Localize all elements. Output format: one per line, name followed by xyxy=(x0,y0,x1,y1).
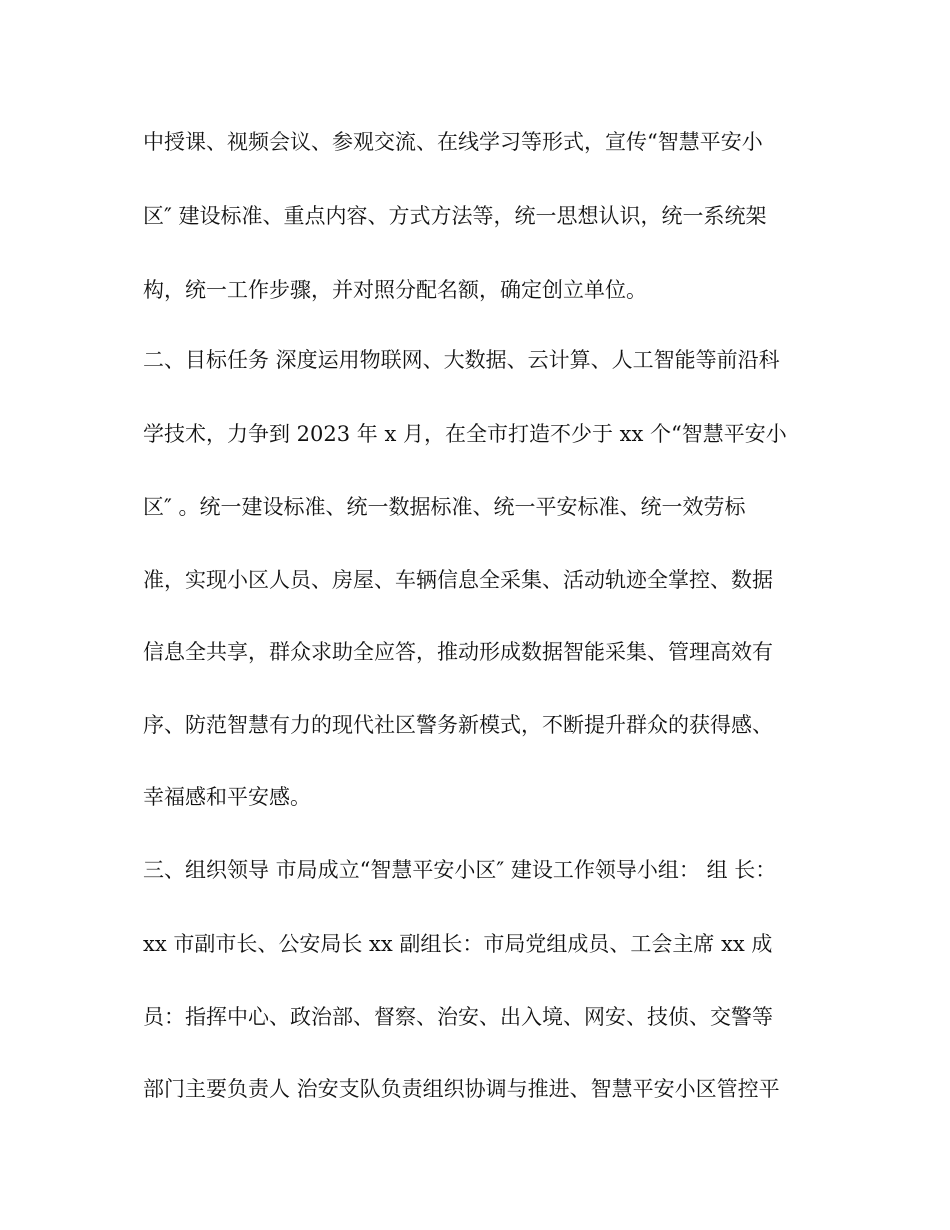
text-line-4: 二、目标任务 深度运用物联网、大数据、云计算、人工智能等前沿科 xyxy=(143,348,780,372)
text-line-1: 中授课、视频会议、参观交流、在线学习等形式，宣传“智慧平安小 xyxy=(143,130,763,154)
text-line-13: 员：指挥中心、政治部、督察、治安、出入境、网安、技侦、交警等 xyxy=(143,1005,773,1029)
text-line-2: 区″ 建设标准、重点内容、方式方法等，统一思想认识，统一系统架 xyxy=(143,204,767,228)
text-line-3: 构，统一工作步骤，并对照分配名额，确定创立单位。 xyxy=(143,278,647,302)
text-line-11: 三、组织领导 市局成立“智慧平安小区″ 建设工作领导小组： 组 长： xyxy=(143,858,777,882)
text-line-14: 部门主要负责人 治安支队负责组织协调与推进、智慧平安小区管控平 xyxy=(143,1077,780,1101)
text-line-8: 信息全共享，群众求助全应答，推动形成数据智能采集、管理高效有 xyxy=(143,640,773,664)
text-line-6: 区″ 。统一建设标准、统一数据标准、统一平安标准、统一效劳标 xyxy=(143,495,746,519)
text-line-5: 学技术，力争到 2023 年 x 月，在全市打造不少于 xx 个“智慧平安小 xyxy=(143,422,787,446)
text-line-10: 幸福感和平安感。 xyxy=(143,785,311,809)
text-line-7: 准，实现小区人员、房屋、车辆信息全采集、活动轨迹全掌控、数据 xyxy=(143,568,773,592)
text-line-9: 序、防范智慧有力的现代社区警务新模式，不断提升群众的获得感、 xyxy=(143,713,773,737)
text-line-12: xx 市副市长、公安局长 xx 副组长：市局党组成员、工会主席 xx 成 xyxy=(143,932,773,956)
